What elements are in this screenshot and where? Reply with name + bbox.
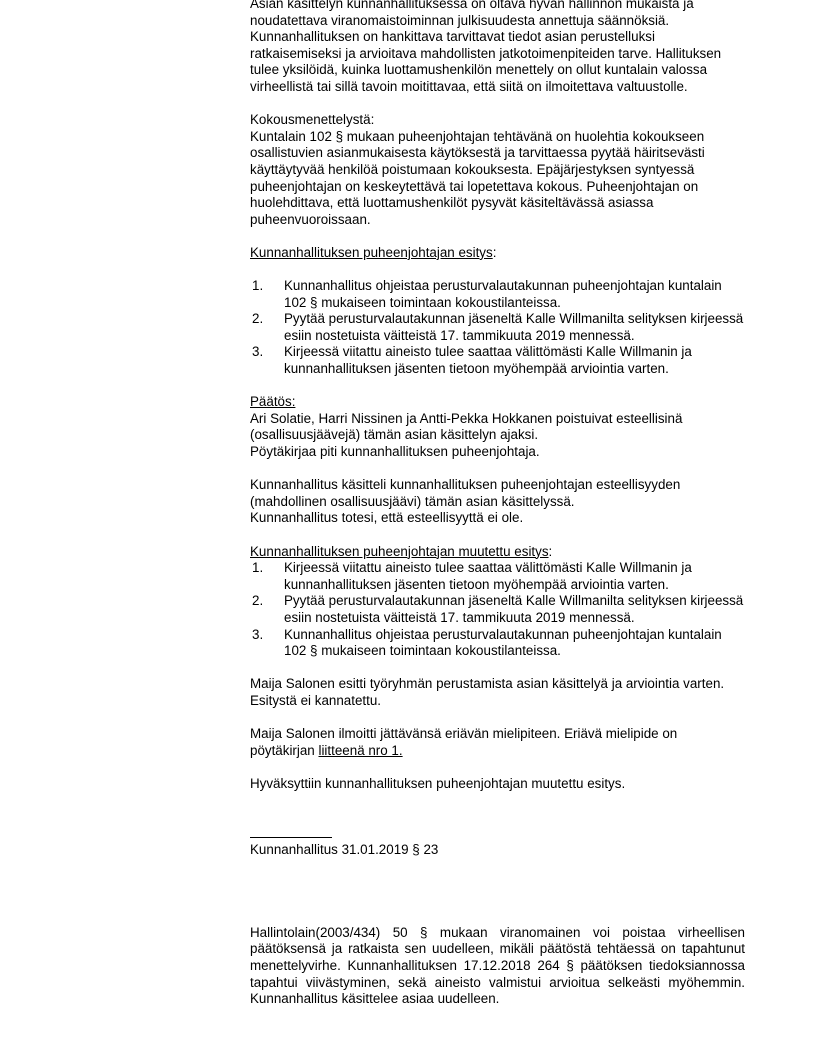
list-item (250, 278, 745, 311)
meeting-procedure-paragraph: Kuntalain 102 § mukaan puheenjohtajan tehtävänä on huolehtia kokoukseen osallistuvien asianmukaisesta käytöksestä ja tarvittaessa pyytää häiritsevästi käyttäytyvää henkilöä poistumaan kokouksesta. Epäjärjestyksen syntyessä puheenjohtajan on keskeytettävä tai lopetettava kokous. Puheenjohtajan on huolehdittava, että luottamushenkilöt pysyvät käsiteltävässä asiassa puheenvuoroissaan. (250, 128, 705, 227)
decision-line: Kunnanhallitus totesi, että esteellisyyttä ei ole. (250, 510, 524, 526)
decision-line: Pöytäkirjaa piti kunnanhallituksen puheenjohtaja. (250, 444, 540, 460)
list-item-text: Pyytää perusturvalautakunnan jäseneltä Kalle Willmanilta selityksen kirjeessä esiin nostetuista väitteistä 17. tammikuuta 2019 mennessä. (284, 593, 744, 625)
list-item-number: 2. (252, 593, 264, 609)
dissent-paragraph (250, 726, 745, 759)
list-item-text: Kirjeessä viitattu aineisto tulee saattaa välittömästi Kalle Willmanin ja kunnanhallituksen jäsenten tietoon myöhempää arviointia varten. (284, 560, 692, 592)
list-item (250, 593, 745, 626)
amended-proposal-heading-colon: : (548, 543, 553, 559)
proposal-heading-text: Kunnanhallituksen puheenjohtajan esitys (250, 244, 493, 260)
list-item-text: Pyytää perusturvalautakunnan jäseneltä Kalle Willmanilta selityksen kirjeessä esiin nostetuista väitteistä 17. tammikuuta 2019 mennessä. (284, 311, 744, 343)
meeting-reference: Kunnanhallitus 31.01.2019 § 23 (250, 842, 439, 858)
list-item (250, 311, 745, 344)
working-group-paragraph: Maija Salonen esitti työryhmän perustamista asian käsittelyä ja arviointia varten. Esitystä ei kannatettu. (250, 676, 725, 708)
amended-proposal-heading (250, 544, 745, 561)
signature-line (250, 826, 745, 843)
list-item (250, 627, 745, 660)
list-item (250, 560, 745, 593)
meeting-procedure-heading: Kokousmenettelystä: (250, 112, 375, 128)
appendix-link[interactable]: liitteenä nro 1. (318, 742, 403, 758)
approved-paragraph: Hyväksyttiin kunnanhallituksen puheenjohtajan muutettu esitys. (250, 775, 626, 791)
list-item-number: 1. (252, 560, 264, 576)
list-item (250, 344, 745, 377)
amended-proposal-list (250, 560, 745, 660)
dissent-text: Maija Salonen ilmoitti jättävänsä eriävän mielipiteen. Eriävä mielipide on pöytäkirjan (250, 726, 678, 758)
intro-paragraph: Asian käsittelyn kunnanhallituksessa on oltava hyvän hallinnon mukaista ja noudatettava viranomaistoiminnan julkisuudesta annettuja säännöksiä. Kunnanhallituksen on hankittava tarvittavat tiedot asian perustelluksi ratkaisemiseksi ja arvioitava mahdollisten jatkotoimenpiteiden tarve. Hallituksen tulee yksilöidä, kuinka luottamushenkilön menettely on ollut kuntalain valossa virheellistä tai sillä tavoin moitittavaa, että siitä on ilmoitettava valtuustolle. (250, 0, 722, 94)
document-body (250, 0, 745, 1008)
decision-line: Ari Solatie, Harri Nissinen ja Antti-Pekka Hokkanen poistuivat esteellisinä (osallisuusjäävejä) tämän asian käsittelyn ajaksi. (250, 410, 683, 443)
proposal-heading-colon: : (492, 244, 497, 260)
list-item-text: Kirjeessä viitattu aineisto tulee saattaa välittömästi Kalle Willmanin ja kunnanhallituksen jäsenten tietoon myöhempää arviointia varten. (284, 344, 692, 377)
list-item-text: Kunnanhallitus ohjeistaa perusturvalautakunnan puheenjohtajan kuntalain 102 § mukaiseen toimintaan kokoustilanteissa. (284, 626, 722, 659)
final-paragraph: Hallintolain(2003/434) 50 § mukaan viranomainen voi poistaa virheellisen päätöksensä ja ratkaista sen uudelleen, mikäli päätöstä tehtäessä on tapahtunut menettelyvirhe. Kunnanhallituksen 17.12.2018 264 § päätöksen tiedoksiannossa tapahtui viivästyminen, sekä aineisto valmistui arvioitua selkeästi myöhemmin. Kunnanhallitus käsittelee asiaa uudelleen. (250, 924, 745, 1007)
list-item-number: 2. (252, 311, 264, 327)
signature-underline (250, 828, 332, 838)
decision-heading: Päätös: (250, 394, 296, 410)
decision-line: Kunnanhallitus käsitteli kunnanhallituksen puheenjohtajan esteellisyyden (mahdollinen osallisuusjäävi) tämän asian käsittelyssä. (250, 477, 681, 509)
list-item-number: 1. (252, 278, 264, 294)
list-item-text: Kunnanhallitus ohjeistaa perusturvalautakunnan puheenjohtajan kuntalain 102 § mukaiseen toimintaan kokoustilanteissa. (284, 278, 722, 310)
list-item-number: 3. (252, 344, 264, 360)
proposal-heading (250, 245, 745, 262)
list-item-number: 3. (252, 626, 264, 642)
amended-proposal-heading-text: Kunnanhallituksen puheenjohtajan muutettu esitys (250, 543, 549, 559)
proposal-list (250, 278, 745, 378)
